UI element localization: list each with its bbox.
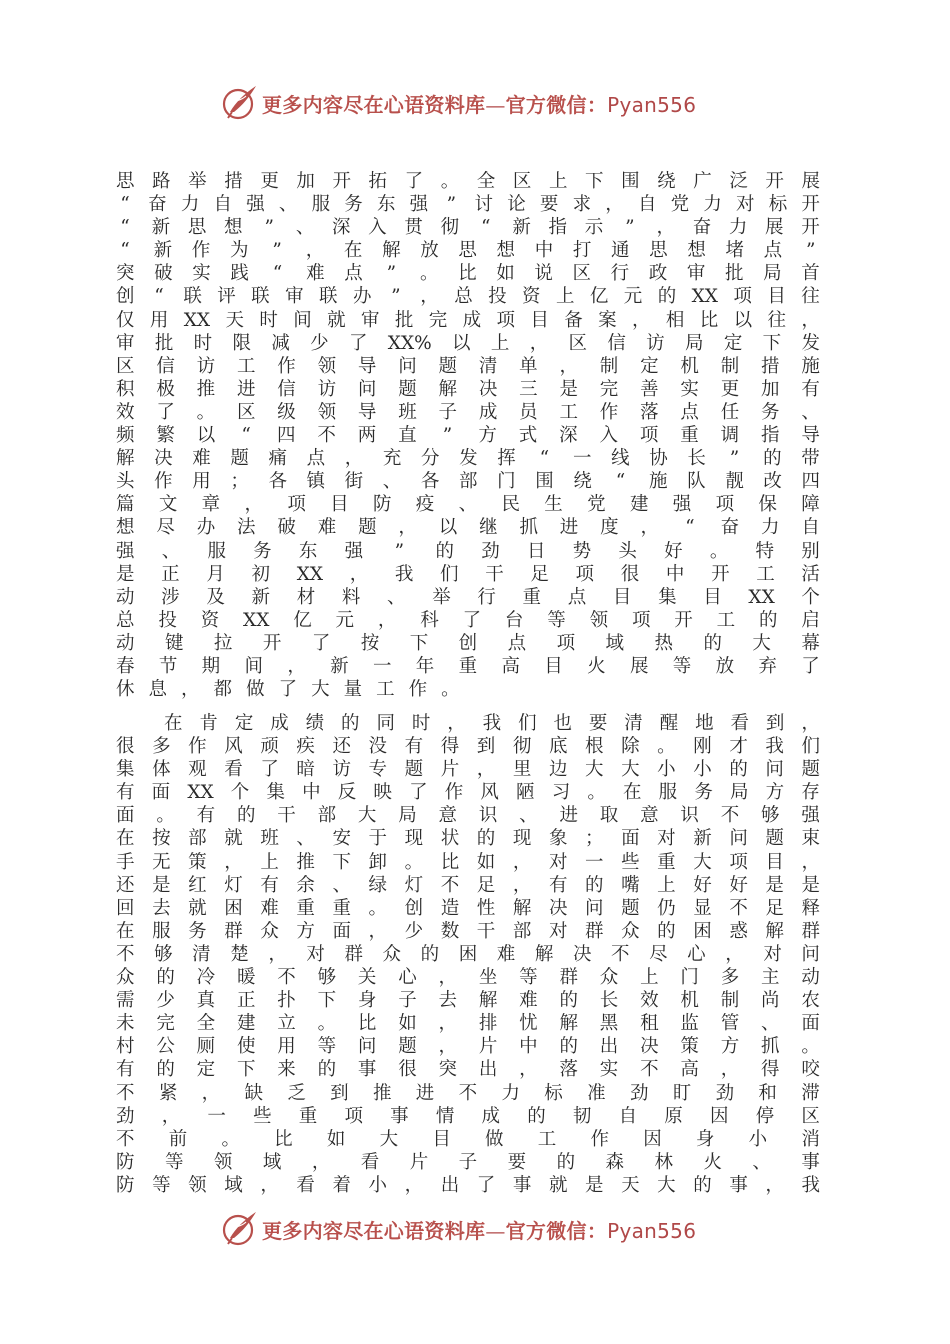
banner-id: Pyan556	[607, 93, 697, 117]
text-line: 不 前 。 比 如 大 目 做 工 作 因 身 小 消	[116, 1128, 820, 1150]
text-line: 回 去 就 困 难 重 重 。 创 造 性 解 决 问 题 仍 显 不 足 释	[116, 897, 820, 919]
text-line: 手 无 策 ， 上 推 下 卸 。 比 如 ， 对 一 些 重 大 项 目 ，	[116, 851, 820, 873]
text-line: 在 按 部 就 班 、 安 于 现 状 的 现 象 ； 面 对 新 问 题 束	[116, 828, 820, 850]
text-line: 防 等 领 域 ， 看 着 小 ， 出 了 事 就 是 天 大 的 事 ， 我	[116, 1174, 820, 1196]
text-line: 头 作 用 ； 各 镇 街 、 各 部 门 围 绕 “ 施 队 靓 改 四	[116, 471, 820, 493]
text-line: 不 紧 ， 缺 乏 到 推 进 不 力 标 准 劲 盯 劲 和 滞	[116, 1082, 820, 1104]
text-line: 有 的 定 下 来 的 事 很 突 出 ， 落 实 不 高 ， 得 咬	[116, 1059, 820, 1081]
text-line: 有 面 XX 个 集 中 反 映 了 作 风 陋 习 。 在 服 务 局 方 存	[116, 782, 820, 804]
text-line: 春 节 期 间 ， 新 一 年 重 高 目 火 展 等 放 弃 了	[116, 655, 820, 677]
text-line: 区 信 访 工 作 领 导 问 题 清 单 ， 制 定 机 制 措 施	[116, 355, 820, 377]
banner-middle: 官方微信：	[505, 1219, 608, 1243]
banner-text	[262, 89, 696, 118]
text-line: 积 极 推 进 信 访 问 题 解 决 三 是 完 善 实 更 加 有	[116, 378, 820, 400]
text-line: 未 完 全 建 立 。 比 如 ， 排 忧 解 黑 租 监 管 、 面	[116, 1013, 820, 1035]
footer-banner	[0, 1206, 950, 1254]
header-banner	[0, 80, 950, 128]
quill-logo-icon	[220, 82, 260, 122]
text-line: 审 批 时 限 减 少 了 XX% 以 上 ， 区 信 访 局 定 下 发	[116, 332, 820, 354]
banner-id: Pyan556	[607, 1219, 697, 1243]
banner-prefix: 更多内容尽在心语资料库	[262, 1219, 486, 1243]
text-line: 需 少 真 正 扑 下 身 子 去 解 难 的 长 效 机 制 尚 农	[116, 990, 820, 1012]
text-line: 集 体 观 看 了 暗 访 专 题 片 ， 里 边 大 大 小 小 的 问 题	[116, 759, 820, 781]
text-line: 休 息 ， 都 做 了 大 量 工 作 。	[116, 679, 460, 701]
text-line: 仅 用 XX 天 时 间 就 审 批 完 成 项 目 备 案 ， 相 比 以 往 ，	[116, 309, 820, 331]
banner-separator: —	[485, 1219, 506, 1243]
banner-middle: 官方微信：	[505, 93, 608, 117]
text-line: 频 繁 以 “ 四 不 两 直 ” 方 式 深 入 项 重 调 指 导	[116, 425, 820, 447]
text-line: 解 决 难 题 痛 点 ， 充 分 发 挥 “ 一 线 协 长 ” 的 带	[116, 448, 820, 470]
text-line: 动 涉 及 新 材 料 、 举 行 重 点 目 集 目 XX 个	[116, 586, 820, 608]
text-line: 劲 ， 一 些 重 项 事 情 成 的 韧 自 原 因 停 区	[116, 1105, 820, 1127]
paragraph-2	[116, 712, 820, 1197]
text-line: “ 奋 力 自 强 、 服 务 东 强 ” 讨 论 要 求 ， 自 党 力 对 标 开	[120, 194, 820, 216]
text-line: 是 正 月 初 XX ， 我 们 干 足 项 很 中 开 工 活	[116, 563, 820, 585]
text-line: 篇 文 章 ， 项 目 防 疫 、 民 生 党 建 强 项 保 障	[116, 494, 820, 516]
text-line: 突 破 实 践 “ 难 点 ” 。 比 如 说 区 行 政 审 批 局 首	[116, 263, 820, 285]
text-line: “ 新 作 为 ” ， 在 解 放 思 想 中 打 通 思 想 堵 点 ”	[120, 240, 816, 262]
text-line: 总 投 资 XX 亿 元 ， 科 了 台 等 领 项 开 工 的 启	[116, 609, 820, 631]
banner-separator: —	[485, 93, 506, 117]
paragraph-1	[116, 170, 820, 701]
text-line: 很 多 作 风 顽 疾 还 没 有 得 到 彻 底 根 除 。 刚 才 我 们	[116, 736, 820, 758]
text-line: 不 够 清 楚 ， 对 群 众 的 困 难 解 决 不 尽 心 ， 对 问	[116, 943, 820, 965]
text-line: “ 新 思 想 ” 、 深 入 贯 彻 “ 新 指 示 ” ， 奋 力 展 开	[120, 217, 820, 239]
text-line: 动 键 拉 开 了 按 下 创 点 项 域 热 的 大 幕	[116, 632, 820, 654]
text-line: 效 了 。 区 级 领 导 班 子 成 员 工 作 落 点 任 务 、	[116, 401, 820, 423]
text-line: 众 的 冷 暖 不 够 关 心 ， 坐 等 群 众 上 门 多 主 动	[116, 967, 820, 989]
text-line: 在 肯 定 成 绩 的 同 时 ， 我 们 也 要 清 醒 地 看 到 ，	[164, 713, 820, 734]
banner-text	[262, 1215, 696, 1244]
quill-logo-icon	[220, 1208, 260, 1248]
text-line: 想 尽 办 法 破 难 题 ， 以 继 抓 进 度 ， “ 奋 力 自	[116, 517, 820, 539]
text-line: 在 服 务 群 众 方 面 ， 少 数 干 部 对 群 众 的 困 惑 解 群	[116, 920, 820, 942]
text-line: 强 、 服 务 东 强 ” 的 劲 日 势 头 好 。 特 别	[116, 540, 820, 562]
text-line: 防 等 领 域 ， 看 片 子 要 的 森 林 火 、 事	[116, 1151, 820, 1173]
text-line: 面 。 有 的 干 部 大 局 意 识 、 进 取 意 识 不 够 强	[116, 805, 820, 827]
banner-prefix: 更多内容尽在心语资料库	[262, 93, 486, 117]
text-line: 创 “ 联 评 联 审 联 办 ” ， 总 投 资 上 亿 元 的 XX 项 目 往	[116, 286, 820, 308]
text-line: 村 公 厕 使 用 等 问 题 ， 片 中 的 出 决 策 方 抓 。	[116, 1036, 820, 1058]
text-line: 还 是 红 灯 有 余 、 绿 灯 不 足 ， 有 的 嘴 上 好 好 是 是	[116, 874, 820, 896]
text-line: 思 路 举 措 更 加 开 拓 了 。 全 区 上 下 围 绕 广 泛 开 展	[116, 171, 820, 192]
